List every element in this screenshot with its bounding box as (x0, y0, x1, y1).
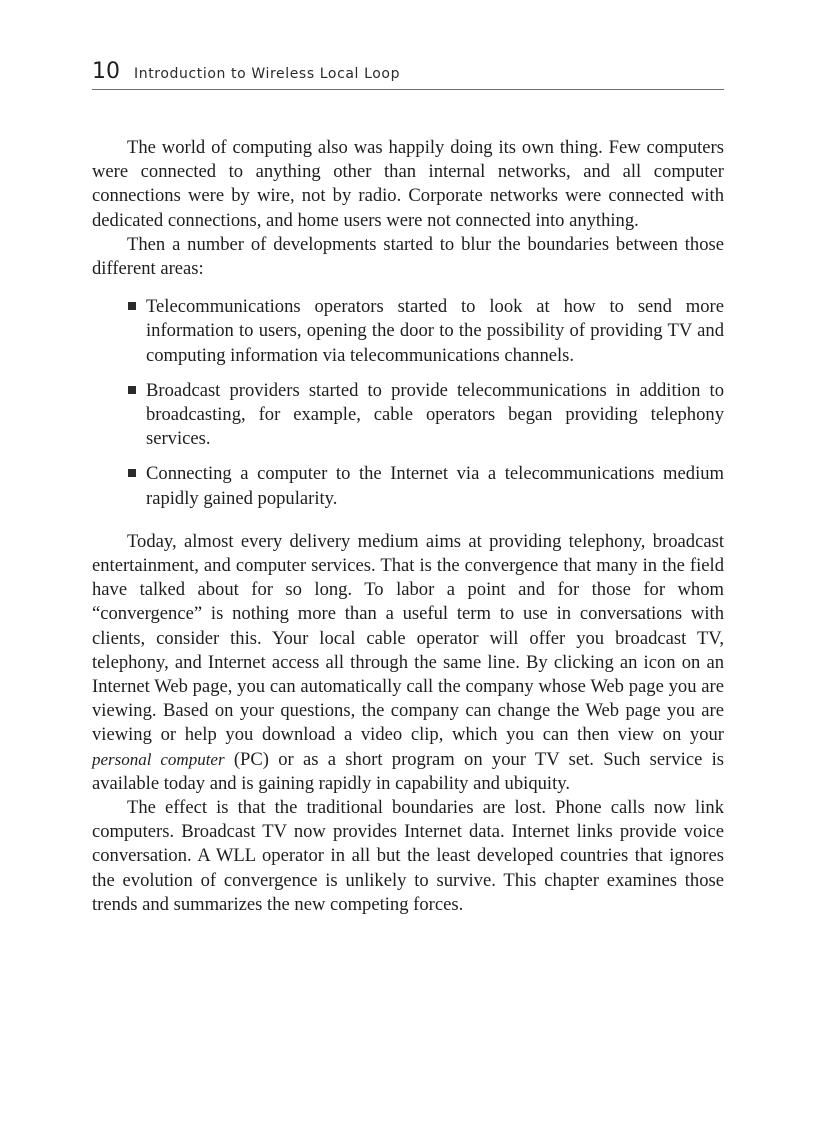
paragraph-developments-intro: Then a number of developments started to blur the boundaries between those different areas: (92, 233, 724, 280)
list-item (128, 462, 724, 510)
bullet-list (92, 295, 724, 511)
body-text (92, 136, 724, 917)
square-bullet-icon (128, 469, 136, 477)
page-number: 10 (92, 59, 120, 84)
paragraph-closing: The effect is that the traditional boundaries are lost. Phone calls now link computers. Broadcast TV now provides Internet data. Internet links provide voice conversation. A WLL operator in all but the least developed countries that ignores the evolution of convergence is unlikely to survive. This chapter examines those trends and summarizes the new competing forces. (92, 797, 724, 915)
running-header (92, 56, 724, 90)
list-item-text: Connecting a computer to the Internet via a telecommunications medium rapidly gained popularity. (146, 463, 724, 509)
section-spacer (92, 522, 724, 530)
chapter-title: Introduction to Wireless Local Loop (134, 66, 401, 82)
book-page (92, 56, 724, 917)
paragraph-convergence-part-2: (PC) or as a short program on your TV set. Such service is available today and is gaining rapidly in capability and ubiquity. (92, 748, 724, 794)
square-bullet-icon (128, 386, 136, 394)
list-item-text: Telecommunications operators started to look at how to send more information to users, opening the door to the possibility of providing TV and computing information via telecommunications channels. (146, 296, 724, 366)
paragraph-convergence-part-1: Today, almost every delivery medium aims at providing telephony, broadcast entertainment, and computer services. That is the convergence that many in the field have talked about for so long. To labor a point and for those for whom “convergence” is nothing more than a useful term to use in conversations with clients, consider this. Your local cable operator will offer you broadcast TV, telephony, and Internet access all through the same line. By clicking an icon on an Internet Web page, you can automatically call the company whose Web page you are viewing. Based on your questions, the company can change the Web page you are viewing or help you download a video clip, which you can then view on your (92, 530, 724, 746)
term-personal-computer: personal computer (92, 749, 225, 769)
square-bullet-icon (128, 302, 136, 310)
list-item (128, 379, 724, 452)
list-item (128, 295, 724, 368)
list-item-text: Broadcast providers started to provide telecommunications in addition to broadcasting, for example, cable operators began providing telephony services. (146, 379, 724, 450)
paragraph-computing-world: The world of computing also was happily doing its own thing. Few computers were connected to anything other than internal networks, and all computer connections were by wire, not by radio. Corporate networks were connected with dedicated connections, and home users were not connected into anything. (92, 137, 724, 231)
paragraph-convergence (92, 530, 724, 796)
